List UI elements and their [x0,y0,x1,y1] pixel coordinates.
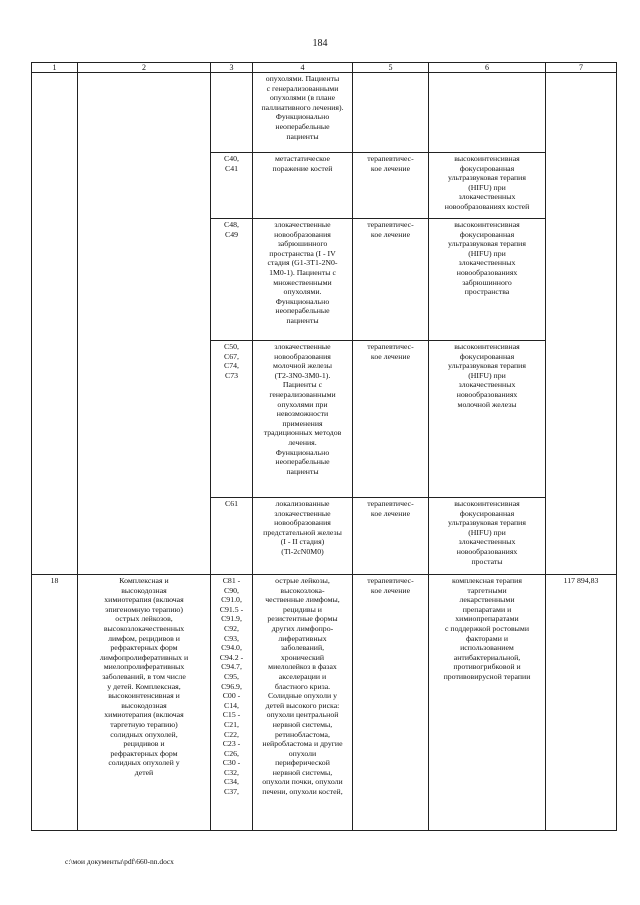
patient-model-cell: локализованные злокачественные новообразования предстательной железы (I - II стадия) (Tl-2cN0M0) [253,498,353,575]
column-number: 3 [211,63,253,73]
column-number-row [32,63,617,73]
procedure-name-cell: Комплексная и высокодозная химиотерапия (включая эпигеномную терапию) острых лейкозов, высокозлокачественных лимфом, рецидивов и рефрактерных форм лимфопролиферативных и миелопролиферативных заболеваний, в том числе у детей. Комплексная, высокоинтенсивная и высокодозная химиотерапия (включая таргетную терапию) солидных опухолей, рецидивов и рефрактерных форм солидных опухолей у детей [78,575,211,831]
treatment-type-cell: терапевтичес- кое лечение [353,219,429,341]
treatment-type-cell: терапевтичес- кое лечение [353,153,429,219]
icd-code-cell: C81 - C90, C91.0, C91.5 - C91.9, C92, C93, C94.0, C94.2 - C94.7, C95, C96.9, C00 - C14, C15 - C21, C22, C23 - C26, C30 - C32, C34, C37, [211,575,253,831]
column-number: 5 [353,63,429,73]
cost-cell [546,73,617,575]
treatment-method-cell: высокоинтенсивная фокусированная ультразвуковая терапия (HIFU) при злокачественных новообразованиях костей [429,153,546,219]
column-number: 7 [546,63,617,73]
column-number: 2 [78,63,211,73]
icd-code-cell: C48, C49 [211,219,253,341]
procedures-table [31,62,617,831]
table-row [32,575,617,831]
table-row [32,73,617,153]
footer-file-path: c:\мои документы\pdf\660-nn.docx [65,857,174,866]
column-number: 1 [32,63,78,73]
patient-model-cell: метастатическое поражение костей [253,153,353,219]
treatment-type-cell [353,73,429,153]
treatment-method-cell: высокоинтенсивная фокусированная ультразвуковая терапия (HIFU) при злокачественных новообразованиях простаты [429,498,546,575]
icd-code-cell: C40, C41 [211,153,253,219]
column-number: 6 [429,63,546,73]
row-number-cell [32,73,78,575]
patient-model-cell: опухолями. Пациенты с генерализованными опухолями (в плане паллиативного лечения). Функционально неоперабельные пациенты [253,73,353,153]
treatment-type-cell: терапевтичес- кое лечение [353,341,429,498]
treatment-method-cell: высокоинтенсивная фокусированная ультразвуковая терапия (HIFU) при злокачественных новообразованиях молочной железы [429,341,546,498]
procedure-name-cell [78,73,211,575]
icd-code-cell: C61 [211,498,253,575]
patient-model-cell: злокачественные новообразования молочной железы (T2-3N0-3M0-1). Пациенты с генерализованными опухолями при невозможности применения традиционных методов лечения. Функционально неоперабельные пациенты [253,341,353,498]
treatment-method-cell [429,73,546,153]
row-number-cell: 18 [32,575,78,831]
column-number: 4 [253,63,353,73]
patient-model-cell: злокачественные новообразования забрюшинного пространства (I - IV стадия (G1-3T1-2N0- 1M0-1). Пациенты с множественными опухолями. Функционально неоперабельные пациенты [253,219,353,341]
patient-model-cell: острые лейкозы, высокозлока- чественные лимфомы, рецидивы и резистентные формы других лимфопро- лиферативных заболеваний, хронический миелолейкоз в фазах акселерации и бластного криза. Солидные опухоли у детей высокого риска: опухоли центральной нервной системы, ретинобластома, нейробластома и другие опухоли периферической нервной системы, опухоли почки, опухоли печени, опухоли костей, [253,575,353,831]
icd-code-cell [211,73,253,153]
treatment-type-cell: терапевтичес- кое лечение [353,498,429,575]
cost-cell: 117 894,83 [546,575,617,831]
treatment-method-cell: комплексная терапия таргетными лекарственными препаратами и химиопрепаратами с поддержкой ростовыми факторами и использованием антибактериальной, противогрибковой и противовирусной терапии [429,575,546,831]
treatment-method-cell: высокоинтенсивная фокусированная ультразвуковая терапия (HIFU) при злокачественных новообразованиях забрюшинного пространства [429,219,546,341]
treatment-type-cell: терапевтичес- кое лечение [353,575,429,831]
icd-code-cell: C50, C67, C74, C73 [211,341,253,498]
page-number: 184 [312,38,328,49]
